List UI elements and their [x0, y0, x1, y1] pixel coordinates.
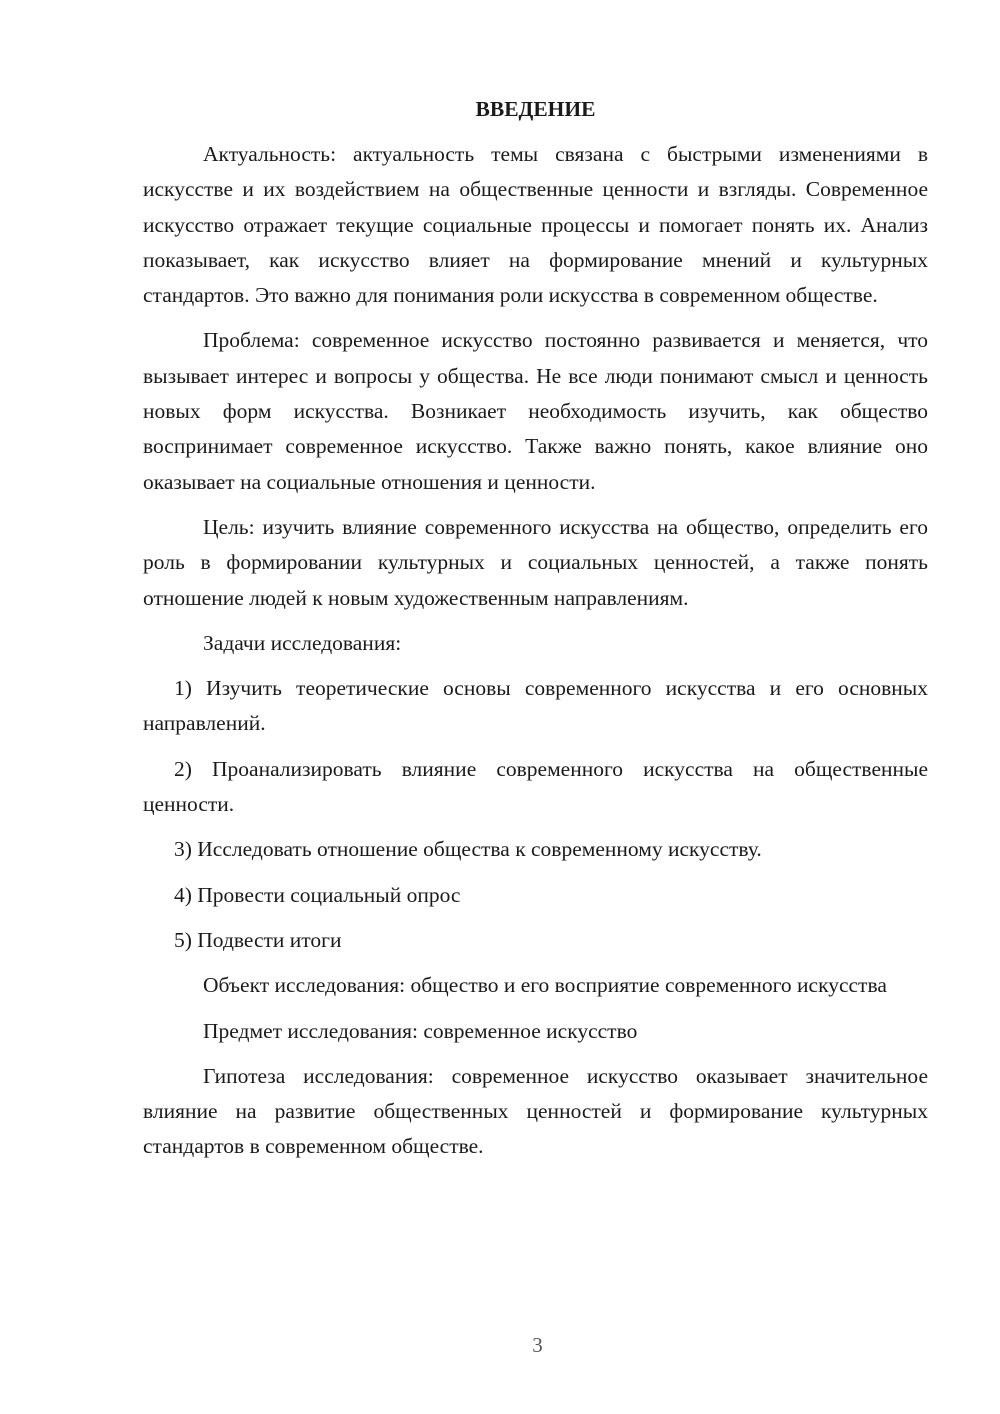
paragraph-object: Объект исследования: общество и его восприятие современного искусства [203, 973, 887, 998]
task-item-2: 2) Проанализировать влияние современного искусства на общественные ценности. [143, 756, 928, 817]
task-item-3: 3) Исследовать отношение общества к современному искусству. [174, 837, 762, 862]
paragraph-subject: Предмет исследования: современное искусство [203, 1018, 638, 1043]
section-title: ВВЕДЕНИЕ [475, 97, 596, 121]
document-page [143, 92, 928, 1175]
page-number: 3 [532, 1333, 543, 1357]
paragraph-relevance: Актуальность: актуальность темы связана с быстрыми изменениями в искусстве и их воздействием на общественные ценности и взгляды. Современное искусство отражает текущие социальные процессы и помогает понять их. Анализ показывает, как искусство влияет на формирование мнений и культурных стандартов. Это важно для понимания роли искусства в современном обществе. [143, 142, 928, 308]
paragraph-goal: Цель: изучить влияние современного искусства на общество, определить его роль в формировании культурных и социальных ценностей, а также понять отношение людей к новым художественным направлениям. [143, 514, 928, 610]
task-item-4: 4) Провести социальный опрос [174, 882, 461, 907]
task-item-5: 5) Подвести итоги [174, 927, 342, 952]
tasks-heading: Задачи исследования: [203, 630, 402, 655]
paragraph-problem: Проблема: современное искусство постоянно развивается и меняется, что вызывает интерес и вопросы у общества. Не все люди понимают смысл и ценность новых форм искусства. Возникает необходимость изучить, как общество воспринимает современное искусство. Также важно понять, какое влияние оно оказывает на социальные отношения и ценности. [143, 328, 928, 494]
task-item-1: 1) Изучить теоретические основы современного искусства и его основных направлений. [143, 676, 928, 736]
paragraph-hypothesis: Гипотеза исследования: современное искусство оказывает значительное влияние на развитие общественных ценностей и формирование культурных стандартов в современном обществе. [143, 1063, 928, 1159]
